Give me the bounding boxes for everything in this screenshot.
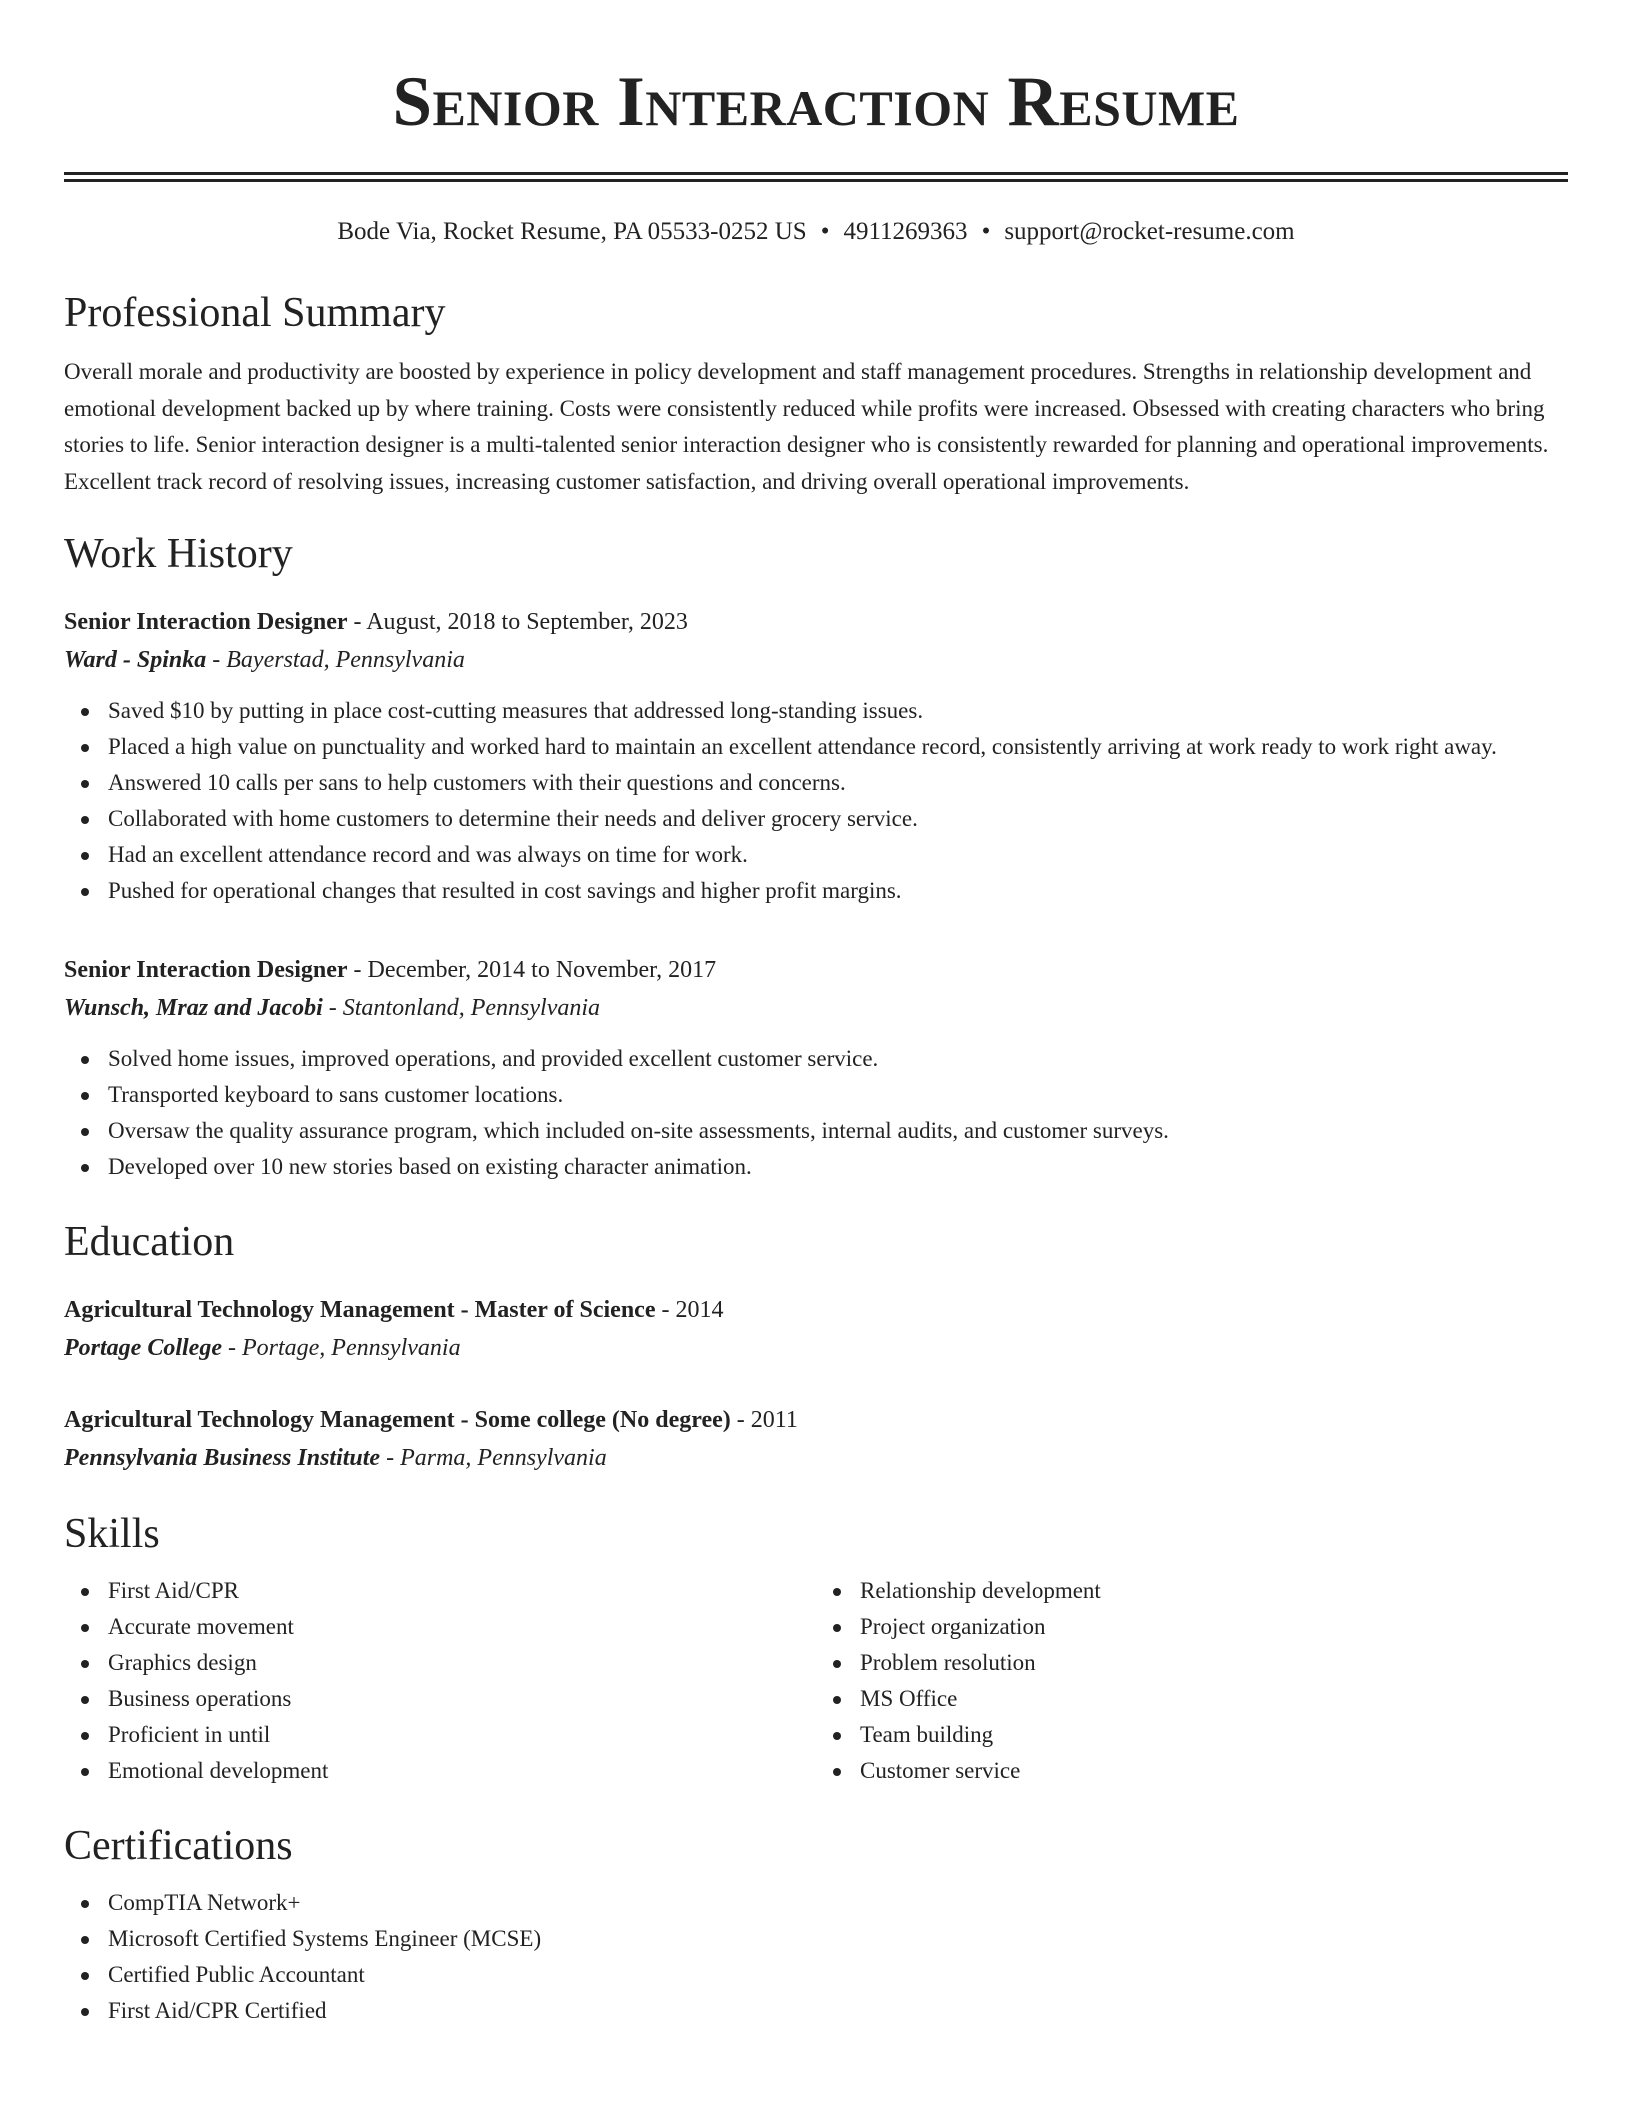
job-role-line	[64, 603, 1568, 641]
job-duties-list	[64, 1041, 1568, 1185]
list-item: Customer service	[860, 1753, 1568, 1789]
certifications-heading: Certifications	[64, 1823, 293, 1869]
education-degree: Agricultural Technology Management - Some college (No degree)	[64, 1407, 731, 1433]
job-title: Senior Interaction Designer	[64, 957, 348, 983]
list-item: Proficient in until	[108, 1717, 816, 1753]
resume-title: Senior Interaction Resume	[392, 63, 1240, 141]
summary-text: Overall morale and productivity are boosted by experience in policy development and staff management procedures. Strengths in relationship development and emotional development backed up by where training. Costs were consistently reduced while profits were increased. Obsessed with creating characters who bring stories to life. Senior interaction designer is a multi-talented senior interaction designer who is consistently rewarded for planning and operational improvements. Excellent track record of resolving issues, increasing customer satisfaction, and driving overall operational improvements.	[64, 359, 1549, 494]
list-item: Problem resolution	[860, 1645, 1568, 1681]
job-role-line	[64, 951, 1568, 989]
education-entry	[64, 1291, 1568, 1367]
contact-separator: •	[820, 218, 830, 245]
education-location: - Parma, Pennsylvania	[380, 1445, 607, 1471]
list-item: Collaborated with home customers to determine their needs and deliver grocery service.	[108, 801, 1568, 837]
list-item: CompTIA Network+	[108, 1885, 1568, 1921]
job-company-line	[64, 989, 1568, 1027]
contact-address: Bode Via, Rocket Resume, PA 05533-0252 US	[337, 218, 807, 245]
list-item: Answered 10 calls per sans to help customers with their questions and concerns.	[108, 765, 1568, 801]
list-item: Team building	[860, 1717, 1568, 1753]
contact-separator: •	[981, 218, 991, 245]
contact-email: support@rocket-resume.com	[1004, 218, 1295, 245]
education-school-line	[64, 1439, 1568, 1477]
contact-phone: 4911269363	[843, 218, 968, 245]
list-item: Microsoft Certified Systems Engineer (MCSE)	[108, 1921, 1568, 1957]
list-item: Certified Public Accountant	[108, 1957, 1568, 1993]
education-degree-line	[64, 1401, 1568, 1439]
list-item: Relationship development	[860, 1573, 1568, 1609]
list-item: MS Office	[860, 1681, 1568, 1717]
header-divider	[64, 172, 1568, 182]
education-school-line	[64, 1329, 1568, 1367]
summary-section	[64, 288, 1568, 500]
job-title: Senior Interaction Designer	[64, 609, 348, 635]
list-item: Project organization	[860, 1609, 1568, 1645]
work-history-section	[64, 529, 1568, 1185]
summary-heading: Professional Summary	[64, 290, 446, 336]
list-item: Accurate movement	[108, 1609, 816, 1645]
job-duties-list	[64, 693, 1568, 909]
list-item: First Aid/CPR	[108, 1573, 816, 1609]
job-dates: - December, 2014 to November, 2017	[347, 957, 717, 983]
contact-line	[64, 216, 1568, 248]
list-item: Transported keyboard to sans customer locations.	[108, 1077, 1568, 1113]
education-section	[64, 1217, 1568, 1477]
list-item: Placed a high value on punctuality and worked hard to maintain an excellent attendance record, consistently arriving at work ready to work right away.	[108, 729, 1568, 765]
job-company-line	[64, 641, 1568, 679]
skills-list-right	[816, 1573, 1568, 1789]
education-school: Pennsylvania Business Institute	[64, 1445, 381, 1471]
list-item: Developed over 10 new stories based on existing character animation.	[108, 1149, 1568, 1185]
list-item: Saved $10 by putting in place cost-cutting measures that addressed long-standing issues.	[108, 693, 1568, 729]
job-location: - Bayerstad, Pennsylvania	[206, 647, 465, 673]
list-item: First Aid/CPR Certified	[108, 1993, 1568, 2029]
skills-section	[64, 1509, 1568, 1789]
list-item: Business operations	[108, 1681, 816, 1717]
education-school: Portage College	[64, 1335, 222, 1361]
education-entry	[64, 1401, 1568, 1477]
work-history-heading: Work History	[64, 531, 293, 577]
education-heading: Education	[64, 1219, 235, 1265]
education-location: - Portage, Pennsylvania	[221, 1335, 461, 1361]
education-year: - 2014	[655, 1297, 724, 1323]
list-item: Emotional development	[108, 1753, 816, 1789]
list-item: Pushed for operational changes that resulted in cost savings and higher profit margins.	[108, 873, 1568, 909]
job-entry	[64, 603, 1568, 909]
education-degree: Agricultural Technology Management - Master of Science	[64, 1297, 656, 1323]
skills-heading: Skills	[64, 1511, 160, 1557]
education-year: - 2011	[730, 1407, 798, 1433]
job-company: Ward - Spinka	[64, 647, 207, 673]
list-item: Had an excellent attendance record and was always on time for work.	[108, 837, 1568, 873]
job-entry	[64, 951, 1568, 1185]
education-degree-line	[64, 1291, 1568, 1329]
list-item: Graphics design	[108, 1645, 816, 1681]
job-company: Wunsch, Mraz and Jacobi	[64, 995, 323, 1021]
skills-grid	[64, 1573, 1568, 1789]
job-dates: - August, 2018 to September, 2023	[347, 609, 688, 635]
skills-list-left	[64, 1573, 816, 1789]
job-location: - Stantonland, Pennsylvania	[322, 995, 601, 1021]
certifications-list	[64, 1885, 1568, 2029]
certifications-section	[64, 1821, 1568, 2029]
list-item: Oversaw the quality assurance program, which included on-site assessments, internal audits, and customer surveys.	[108, 1113, 1568, 1149]
list-item: Solved home issues, improved operations, and provided excellent customer service.	[108, 1041, 1568, 1077]
